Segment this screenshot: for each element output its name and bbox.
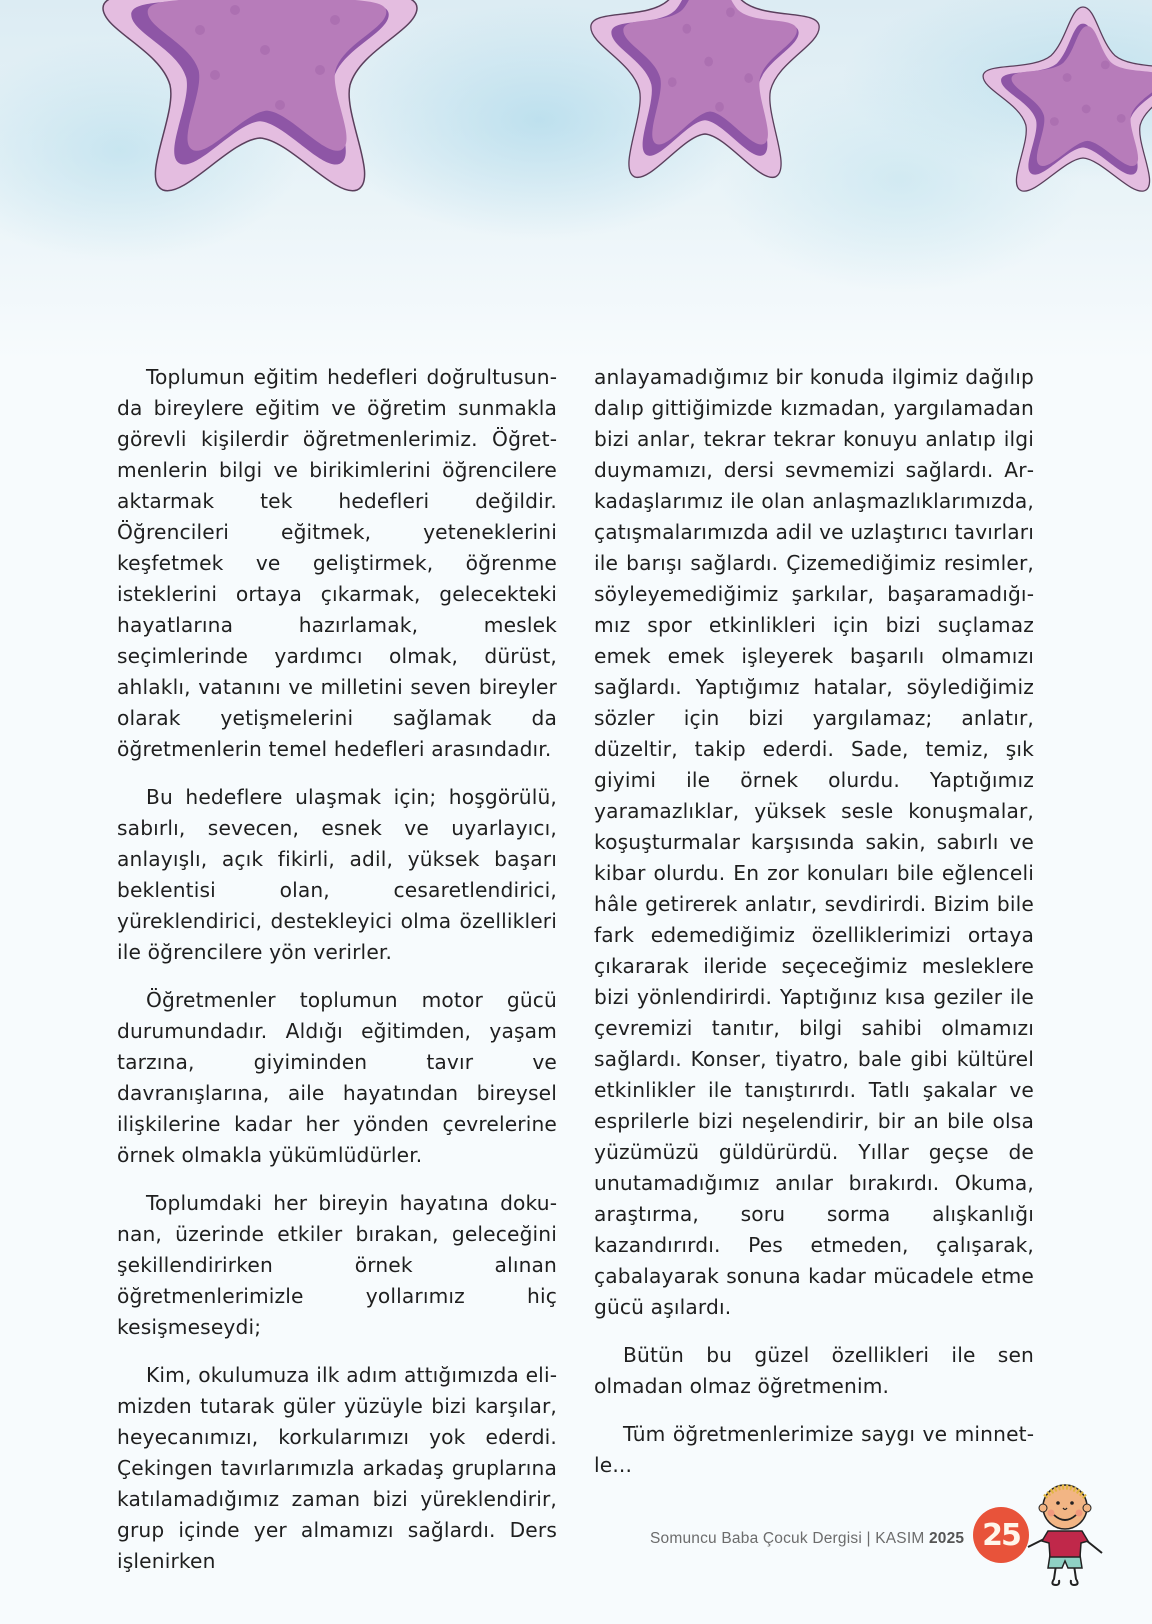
- footer-magazine-info: [650, 1530, 964, 1548]
- page-number: 25: [982, 1517, 1020, 1553]
- paragraph: Tüm öğretmenlerimize saygı ve minnetle...: [594, 1422, 1034, 1477]
- cartoon-boy-icon: [1020, 1475, 1110, 1590]
- paragraph: Bu hedeflere ulaşmak için; hoşgörülü, sabırlı, sevecen, esnek ve uyarlayıcı, anlayışlı, açık fikirli, adil, yüksek başarı beklentisi olan, cesaretlendirici, yüreklendirici, destekleyici olma özellikleri ile öğrencilere yön verirler.: [117, 785, 557, 964]
- paragraph: Toplumun eğitim hedefleri doğrultusunda bireylere eğitim ve öğretim sunmakla görevli kişilerdir öğretmenlerimiz. Öğretmenlerin bilgi ve birikimlerini öğrencilere aktarmak tek hedefleri değildir. Öğrencileri eğitmek, yeteneklerini keşfetmek ve geliştirmek, öğrenme isteklerini ortaya çıkarmak, gelecekteki hayatlarına hazırlamak, meslek seçimlerinde yardımcı olmak, dürüst, ahlaklı, vatanını ve milletini seven bireyler olarak yetişmelerini sağlamak da öğretmenlerin temel hedefleri arasındadır.: [117, 365, 557, 761]
- paragraph: Kim, okulumuza ilk adım attığımızda elimizden tutarak güler yüzüyle bizi karşılar, heyecanımızı, korkularımızı yok ederdi. Çekingen tavırlarımızla arkadaş gruplarına katılamadığımız zaman bizi yüreklendirir, grup içinde yer almamızı sağlardı. Ders işlenirken: [117, 1363, 557, 1573]
- issue-year: 2025: [928, 1530, 965, 1547]
- magazine-name: Somuncu Baba Çocuk Dergisi | KASIM: [650, 1530, 925, 1547]
- purple-star-illustration: [95, 0, 425, 200]
- purple-star-illustration: [978, 2, 1152, 197]
- article-column-right: [594, 362, 1034, 1498]
- purple-star-illustration: [585, 0, 825, 185]
- paragraph: Öğretmenler toplumun motor gücü durumundadır. Aldığı eğitimden, yaşam tarzına, giyiminden tavır ve davranışlarına, aile hayatından bireysel ilişkilerine kadar her yönden çevrelerine örnek olmakla yükümlüdürler.: [117, 988, 557, 1167]
- paragraph: anlayamadığımız bir konuda ilgimiz dağılıp dalıp gittiğimizde kızmadan, yargılamadan bizi anlar, tekrar tekrar konuyu anlatıp ilgi duymamızı, dersi sevmemizi sağlardı. Arkadaşlarımız ile olan anlaşmazlıklarımızda, çatışmalarımızda adil ve uzlaştırıcı tavırları ile barışı sağlardı. Çizemediğimiz resimler, söyleyemediğimiz şarkılar, başaramadığımız spor etkinlikleri için bizi suçlamaz emek emek işleyerek başarılı olmamızı sağlardı. Yaptığımız hatalar, söylediğimiz sözler için bizi yargılamaz; anlatır, düzeltir, takip ederdi. Sade, temiz, şık giyimi ile örnek olurdu. Yaptığımız yaramazlıklar, yüksek sesle konuşmalar, koşuşturmalar karşısında sakin, sabırlı ve kibar olurdu. En zor konuları bile eğlenceli hâle getirerek anlatır, sevdirirdi. Bizim bile fark edemediğimiz özelliklerimizi ortaya çıkararak ileride seçeceğimiz mesleklere bizi yönlendirirdi. Yaptığınız kısa geziler ile çevremizi tanıtır, bilgi sahibi olmamızı sağlardı. Konser, tiyatro, bale gibi kültürel etkinlikler ile tanıştırırdı. Tatlı şakalar ve esprilerle bizi neşelendirir, bir an bile olsa yüzümüzü güldürürdü. Yıllar geçse de unutamadığımız anılar bırakırdı. Okuma, araştırma, soru sorma alışkanlığı kazandırırdı. Pes etmeden, çalışarak, çabalayarak sonuna kadar mücadele etme gücü aşılardı.: [594, 365, 1034, 1319]
- paragraph: Bütün bu güzel özellikleri ile sen olmadan olmaz öğretmenim.: [594, 1343, 1034, 1398]
- article-column-left: [117, 362, 557, 1594]
- paragraph: Toplumdaki her bireyin hayatına dokunan, üzerinde etkiler bırakan, geleceğini şekillendirirken örnek alınan öğretmenlerimizle yollarımız hiç kesişmeseydi;: [117, 1191, 557, 1339]
